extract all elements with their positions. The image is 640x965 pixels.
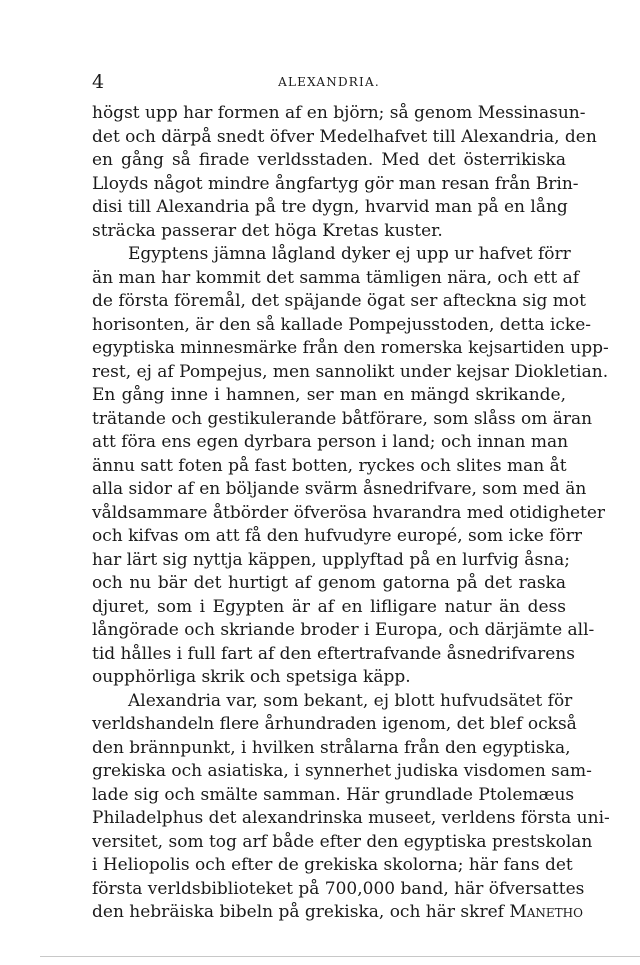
- final-text-line: [92, 901, 583, 925]
- text-line: lade sig och smälte samman. Här grundlade Ptolemæus: [92, 784, 575, 805]
- text-line: i Heliopolis och efter de grekiska skolorna; här fans det: [92, 855, 573, 875]
- text-line: versitet, som tog arf både efter den egyptiska prestskolan: [92, 831, 593, 852]
- text-line: en gång så firade verldsstaden. Med det österrikiska: [92, 150, 566, 170]
- page-number: 4: [92, 71, 105, 93]
- text-line: horisonten, är den så kallade Pompejusstoden, detta icke-: [92, 314, 592, 335]
- text-line: rest, ej af Pompejus, men sannolikt under kejsar Diokletian.: [92, 361, 609, 382]
- text-line: djuret, som i Egypten är af en lifligare natur än dess: [92, 596, 566, 617]
- text-line: än man har kommit det samma tämligen nära, och ett af: [92, 267, 580, 288]
- text-line: ännu satt foten på fast botten, ryckes och slites man åt: [92, 455, 567, 476]
- page-header: [92, 70, 566, 94]
- running-title: ALEXANDRIA.: [278, 75, 380, 89]
- paragraph-start-line: Alexandria var, som bekant, ej blott hufvudsätet för: [128, 690, 573, 711]
- text-line: första verldsbiblioteket på 700,000 band, här öfversattes: [92, 878, 585, 899]
- text-line: verldshandeln flere århundraden igenom, det blef också: [92, 714, 577, 734]
- text-line: och nu bär det hurtigt af genom gatorna på det raska: [92, 573, 566, 593]
- text-line: att föra ens egen dyrbara person i land; och innan man: [92, 432, 569, 452]
- body-text: [92, 102, 610, 925]
- page-bottom-edge: [40, 956, 640, 957]
- text-line: oupphörliga skrik och spetsiga käpp.: [92, 667, 411, 687]
- text-line: våldsammare åtbörder öfverösa hvarandra med otidigheter: [92, 502, 606, 523]
- text-line: egyptiska minnesmärke från den romerska kejsartiden upp-: [92, 338, 609, 358]
- text-line: disi till Alexandria på tre dygn, hvarvid man på en lång: [92, 197, 568, 217]
- text-line: tid hålles i full fart af den eftertrafvande åsnedrifvarens: [92, 643, 575, 664]
- text-line: Philadelphus det alexandrinska museet, verldens första uni-: [92, 808, 610, 828]
- text-line: och kifvas om att få den hufvudyre europé, som icke förr: [92, 526, 583, 546]
- text-line: det och därpå snedt öfver Medelhafvet till Alexandria, den: [92, 126, 597, 147]
- text-line: En gång inne i hamnen, ser man en mängd skrikande,: [92, 385, 566, 405]
- small-caps-name: Manetho: [509, 902, 583, 922]
- text-line: de första föremål, det späjande ögat ser afteckna sig mot: [92, 291, 586, 311]
- final-line-text: den hebräiska bibeln på grekiska, och här skref: [92, 902, 504, 922]
- text-line: sträcka passerar det höga Kretas kuster.: [92, 220, 443, 241]
- paragraph-start-line: Egyptens jämna lågland dyker ej upp ur hafvet förr: [128, 244, 571, 264]
- text-line: Lloyds något mindre ångfartyg gör man resan från Brin-: [92, 173, 579, 194]
- text-line: har lärt sig nyttja käppen, upplyftad på en lurfvig åsna;: [92, 549, 570, 570]
- text-line: trätande och gestikulerande båtförare, som slåss om äran: [92, 408, 593, 429]
- text-line: högst upp har formen af en björn; så genom Messinasun-: [92, 103, 586, 123]
- text-line: långörade och skriande broder i Europa, och därjämte all-: [92, 620, 595, 640]
- text-line: grekiska och asiatiska, i synnerhet judiska visdomen sam-: [92, 761, 592, 781]
- text-line: den brännpunkt, i hvilken strålarna från den egyptiska,: [92, 737, 571, 758]
- text-line: alla sidor af en böljande svärm åsnedrifvare, som med än: [92, 479, 587, 499]
